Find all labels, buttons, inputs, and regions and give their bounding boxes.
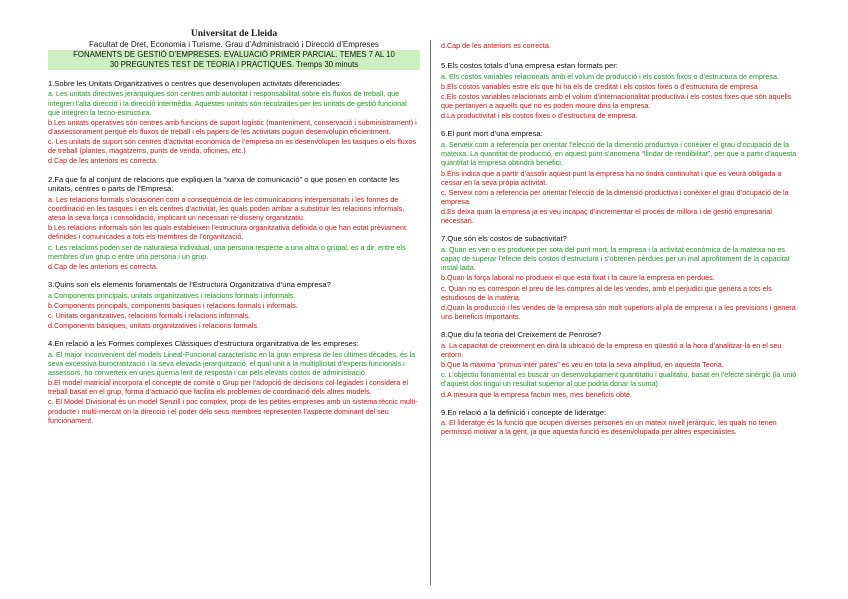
question-block bbox=[441, 129, 801, 225]
incorrect-answer-option: b.Quan la força laboral no produeix el que està fixat i fa caure la empresa en pèrdues. bbox=[441, 273, 715, 283]
question-block bbox=[441, 408, 801, 437]
incorrect-answer-option: c. Quan no es correspon el preu de les compres al de les vendes, amb el perjudici que genera a tots els estudiosos de la matèria. bbox=[441, 283, 772, 302]
incorrect-answer-option: b.Les unitats operatives són centres amb funcions de suport logístic (manteniment, conservació i subministrament) i d’assessorament perquè els fluxos de treball i els papers de les activitats puguin desenvolupin eficientment. bbox=[48, 117, 417, 136]
right-column bbox=[441, 41, 801, 446]
question-title: 6.El punt mort d’una empresa: bbox=[441, 129, 543, 139]
question-block bbox=[441, 330, 801, 398]
question-title: 4.En relació a les Formes complexes Clàssiques d’estructura organitzativa de les empreses: bbox=[48, 339, 359, 349]
correct-answer-option: c. Les relacions poden ser de naturalesa individual, una persona respecte a una altra o grupal, es a dir, entre els membres d’un grup o entre una persona i un grup. bbox=[48, 242, 406, 261]
incorrect-answer-option: a. El lideratge és la funció que ocupen diverses persones en un mateix nivell jeràrquic, les quals no tenen permissió motivar a la gent, ja que aquesta funció es desenvolupada per altres especialistes. bbox=[441, 418, 777, 437]
question-title: 8.Que diu la teoria del Creixement de Penrose? bbox=[441, 330, 602, 340]
incorrect-answer-option: a. Les relacions formals s’ocasionen com a conseqüència de les comunicacions interpersonals i les formes de coordinació en les tasques i en els centres d’activitat, les quals poden arribar a substituir les relacions informals, atesa la seva força i consolidació, implicant un necessari re-disseny organitzatiu. bbox=[48, 194, 405, 223]
incorrect-answer-option: b.Ens indica que a partir d’assolir aquest punt la empresa ha no tindrà continuïtat i que es veurà obligada a cessar en la seva pròpia activitat. bbox=[441, 168, 782, 187]
incorrect-answer-option: c. Les unitats de suport són centres d’activitat econòmica de l’empresa on es desenvolupen les tasques o els fluxos de treball (plantes, magatzems, punts de venda, oficines, etc.) bbox=[48, 137, 416, 156]
incorrect-answer-option: c. Unitats organitzatives, relacions formals i relacions informals. bbox=[48, 310, 251, 320]
question-block bbox=[441, 234, 801, 321]
question-block bbox=[441, 61, 801, 120]
exam-title-line-2: 30 PREGUNTES TEST DE TEORIA I PRACTIQUES. Tremps 30 minuts bbox=[109, 59, 359, 69]
incorrect-answer-option: c. El Model Divisional és un model Senzill i poc complex, propi de les petites empreses amb un sistema tècnic multi-producte i multi-mercat on la direcció i el poder dels seus membres representen l’aspecte dominant del seu funcionament. bbox=[48, 397, 418, 425]
question-title: 2.Fa que fa al conjunt de relacions que expliquen la “xarxa de comunicació” o que posen en contacte les unitats, centres o parts de l’Empresa: bbox=[48, 174, 400, 194]
question-title: 7.Que són els costos de subactivitat? bbox=[441, 234, 567, 244]
incorrect-answer-option: b.Les relacions informals són les quals estableixen l’estructura organitzativa definida o que han estat prèviament definides i comunicades a tots els membres de l’organització. bbox=[48, 223, 406, 242]
incorrect-answer-option: b.El model matricial incorpora el concepte de comitè o Grup per l’adopció de decisions col·legiades i considera el treball basat en el grup, forma d’actuació que facilita els problemes de coordinació dels altres models. bbox=[48, 378, 408, 397]
correct-answer-option: a. Les unitats directives jeràrquiques son centres amb autoritat i responsabilitat sobre els fluxos de treball, que integren l’alta direcció i la direcció intermèdia. Aquestes unitats són recolzades per les unitats de gestió funcional que integren la tecno-estructura. bbox=[48, 89, 407, 117]
incorrect-answer-option: d.Quan la producció i les vendes de la empresa són molt superiors al pla de empresa i a les previsions i genera uns beneficis importants. bbox=[441, 302, 796, 322]
question-title: 1.Sobre les Unitats Organitzatives o centres que desenvolupen activitats diferenciades: bbox=[48, 78, 342, 88]
incorrect-answer-option: c.Els costos variables relacionats amb el volum d’internacionalitat productiva i els costos fixes que són aquells que pertanyen a aquells que no es poden moure dins la empresa. bbox=[441, 92, 792, 111]
question-block bbox=[48, 79, 420, 166]
correct-answer-option: a. Serveix com a referencia per orientar l’elecció de la dimensió productiva i conèixer el grau d’ocupació de la mateixa. La quantitat de producció, en aquest punt s’anomena “llindar de rendibilitat”, per que a partir d’aquesta quantitat la empresa obtindrà benefici. bbox=[441, 140, 797, 168]
continued-answer: d.Cap de les anteriors es correcta. bbox=[441, 41, 551, 50]
incorrect-answer-option: d.Components bàsiques, unitats organitzatives i relacions formals. bbox=[48, 320, 259, 330]
left-column bbox=[48, 28, 420, 434]
right-questions bbox=[441, 61, 801, 436]
question-title: 3.Quins son els elements fonamentals de l’Estructura Organitzativa d’una empresa? bbox=[48, 279, 331, 289]
question-title: 9.En relació a la definició i concepte de lideratge: bbox=[441, 407, 607, 417]
incorrect-answer-option: d.Cap de les anteriors es correcta. bbox=[48, 261, 158, 271]
correct-answer-option: c. L’objectiu fonamental es buscar un desenvolupament quantitatiu i qualitatiu, basat en l’efecte sinèrgic (la unió d’aquest dos tingui un resultat superior al que podria donar la suma) bbox=[441, 370, 797, 389]
document-header bbox=[48, 28, 420, 70]
incorrect-answer-option: c. Serveix com a referencia per orientar l’elecció de la dimensió productiva i conèixer el grau d’ocupació de la empresa. bbox=[441, 187, 789, 206]
incorrect-answer-option: b.Components principals, components bàsiques i relacions formals i informals. bbox=[48, 300, 298, 310]
incorrect-answer-option: d.La productivitat i els costos fixes o d’estructura de empresa. bbox=[441, 111, 638, 121]
question-block bbox=[48, 280, 420, 330]
incorrect-answer-option: d.A mesura que la empresa facturi mes, mes beneficis obté. bbox=[441, 389, 632, 399]
incorrect-answer-option: d.Cap de les anteriors es correcta. bbox=[48, 156, 158, 166]
exam-title-line-1: FONAMENTS DE GESTIÓ D’EMPRESES. EVALUACIÓ PRIMER PARCIAL. TEMES 7 AL 10 bbox=[73, 49, 395, 59]
question-title: 5.Els costos totals d’una empresa estan formats per: bbox=[441, 61, 618, 71]
correct-answer-option: a.Components principals, unitats organitzatives i relacions formals i informals. bbox=[48, 290, 296, 300]
incorrect-answer-option: a. La capacitat de creixement en dirà la ubicació de la empresa en qüestió a la hora d’analitzar-la en el seu entorn. bbox=[441, 340, 782, 359]
faculty-line: Facultat de Dret, Economia i Turisme. Grau d’Administració i Direcció d’Empreses bbox=[89, 39, 379, 49]
correct-answer-option: a. Els costos variables relacionats amb el volum de producció i els costos fixos o d’estructura de empresa. bbox=[441, 71, 779, 81]
incorrect-answer-option: d.Es deixa quan la empresa ja es veu incapaç d’incrementar el procés de millora i de gestió empresarial necessari. bbox=[441, 207, 772, 226]
question-block bbox=[48, 339, 420, 425]
incorrect-answer-option: b.Els costos variables estre els que hi ha els de creditat i els costos fixes o d’estructura de empresa bbox=[441, 81, 758, 91]
exam-title-banner bbox=[48, 50, 420, 70]
question-block bbox=[48, 175, 420, 271]
correct-answer-option: a. El major inconvenient del models Lineal-Funcional característic en la gran empresa de les últimes dècades, és la seva excessiva burocratització i la seva elevada jerarquització, el qual unit a la multiplicitat d’experts funcionals i assessors, ho converteix en unes querna lent de resposta i car pels elevats costos de administració. bbox=[48, 349, 416, 378]
correct-answer-option: a. Quan es ven o es produeix per sota del punt mort, la empresa i la activitat econòmica de la mateixa no es capaç de superar l’efecte dels costos d’estructura i s’obtenen pèrdues per un mal aprofitament de la capacitat instal·lada. bbox=[441, 245, 790, 273]
column-divider bbox=[430, 40, 431, 585]
university-name: Universitat de Lleida bbox=[190, 28, 278, 39]
left-questions bbox=[48, 79, 420, 425]
incorrect-answer-option: b.Que la màxima “primus inter pares” es veu en tota la seva amplitud, en aquesta Teoria. bbox=[441, 360, 724, 370]
